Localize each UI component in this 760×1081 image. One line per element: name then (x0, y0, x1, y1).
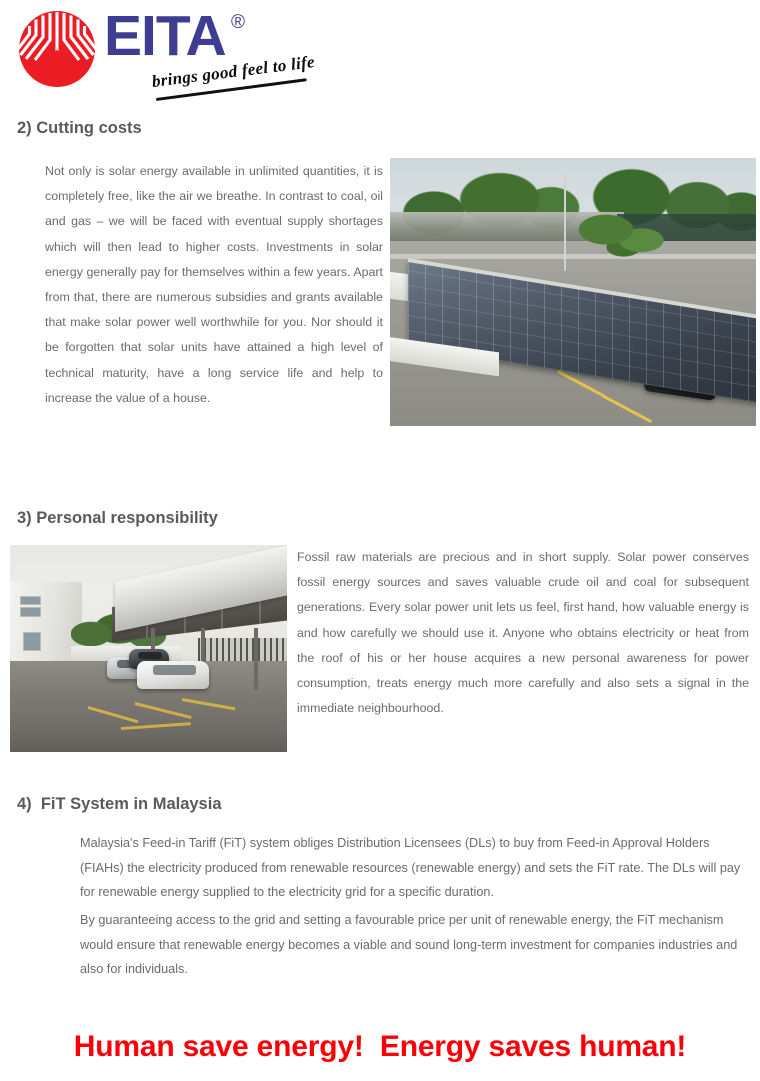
solar-carport-aerial-photo (390, 158, 756, 426)
section-body-personal-responsibility: Fossil raw materials are precious and in short supply. Solar power conserves fossil energy sources and saves valuable crude oil and coal for subsequent generations. Every solar power unit lets us feel, first hand, how valuable energy is and how carefully we should use it. Anyone who obtains electricity or heat from the roof of his or her house acquires a new personal awareness for power consumption, treats energy much more carefully and also sets a signal in the immediate neighbourhood. (297, 550, 749, 716)
section-body-cutting-costs: Not only is solar energy available in unlimited quantities, it is completely free, like the air we breathe. In contrast to coal, oil and gas – we will be faced with eventual supply shortages which will then lead to higher costs. Investments in solar energy generally pay for themselves within a few years. Apart from that, there are numerous subsidies and grants available that make solar power well worthwhile for you. Nor should it be forgotten that solar units have attained a high level of technical maturity, have a long service life and help to increase the value of a house. (45, 164, 383, 405)
eita-emblem-icon (16, 10, 98, 88)
photo-car-white (137, 661, 209, 689)
solar-carport-ground-photo (10, 545, 287, 752)
photo-canopy-support (254, 628, 258, 690)
closing-slogan: Human save energy! Energy saves human! (73, 1030, 687, 1063)
logo-wordmark: EITA (104, 4, 226, 68)
registered-trademark-icon: ® (231, 12, 245, 33)
section-body-fit-paragraph-2: By guaranteeing access to the grid and setting a favourable price per unit of renewable energy, the FiT mechanism would ensure that renewable energy becomes a viable and sound long-term investment for companies industries and also for individuals. (80, 913, 738, 976)
section-heading-fit-system: 4) FiT System in Malaysia (17, 795, 222, 813)
section-heading-cutting-costs: 2) Cutting costs (17, 119, 142, 137)
logo-tagline: brings good feel to life (150, 52, 316, 91)
photo-lamp-post (564, 174, 566, 270)
section-heading-personal-responsibility: 3) Personal responsibility (17, 509, 218, 527)
section-body-fit-paragraph-1: Malaysia's Feed-in Tariff (FiT) system obliges Distribution Licensees (DLs) to buy from Feed-in Approval Holders (FIAHs) the electricity produced from renewable resources (renewable energy) and sets the FiT rate. The DLs will pay for renewable energy supplied to the electricity grid for a specific duration. (80, 836, 741, 899)
eita-logo (16, 6, 316, 106)
photo-foreground-tree (573, 206, 683, 265)
